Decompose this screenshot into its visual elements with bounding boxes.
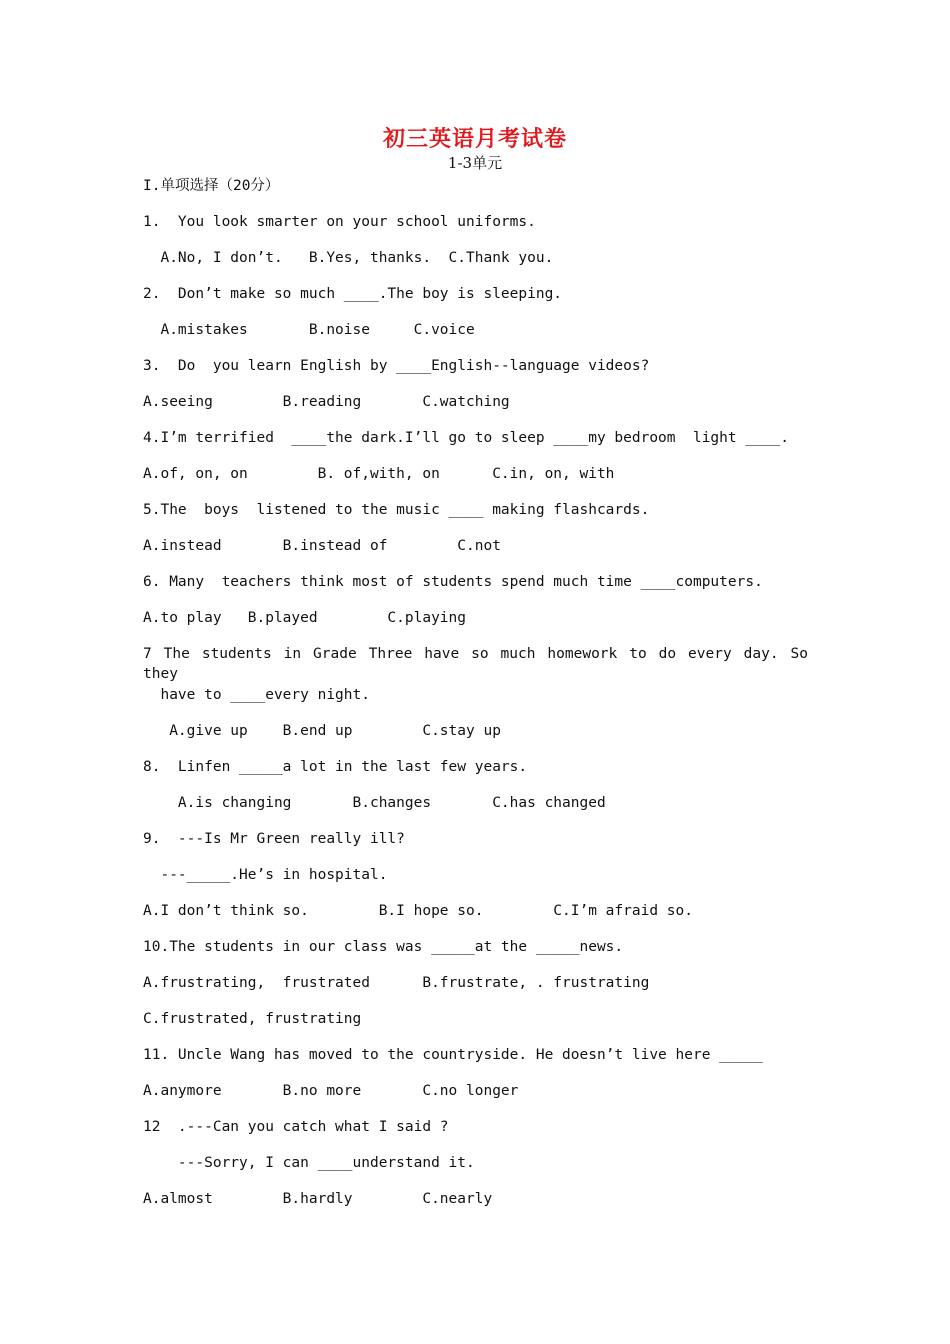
question-2: 2. Don’t make so much ____.The boy is sleeping. (143, 286, 563, 302)
question-5: 5.The boys listened to the music ____ making flashcards. (143, 502, 650, 518)
question-1-options: A.No, I don’t. B.Yes, thanks. C.Thank you. (143, 250, 554, 266)
question-9: 9. ---Is Mr Green really ill? (143, 831, 405, 847)
exam-subtitle: 1-3单元 (447, 154, 503, 172)
exam-title: 初三英语月考试卷 (382, 126, 567, 152)
question-6-options: A.to play B.played C.playing (143, 610, 467, 626)
question-12: 12 .---Can you catch what I said ? (143, 1119, 449, 1135)
question-3: 3. Do you learn English by ____English--language videos? (143, 358, 650, 374)
question-11: 11. Uncle Wang has moved to the countryside. He doesn’t live here _____ (143, 1047, 763, 1063)
question-10-options: A.frustrating, frustrated B.frustrate, . frustrating (143, 975, 650, 991)
question-9-dialogue: ---_____.He’s in hospital. (143, 867, 388, 883)
question-6: 6. Many teachers think most of students spend much time ____computers. (143, 574, 763, 590)
question-4-options: A.of, on, on B. of,with, on C.in, on, with (143, 466, 615, 482)
question-8: 8. Linfen _____a lot in the last few years. (143, 759, 528, 775)
question-7-continued: have to ____every night. (143, 687, 370, 703)
question-12-options: A.almost B.hardly C.nearly (143, 1191, 493, 1207)
question-9-options: A.I don’t think so. B.I hope so. C.I’m afraid so. (143, 903, 693, 919)
question-10: 10.The students in our class was _____at the _____news. (143, 939, 624, 955)
question-7-options: A.give up B.end up C.stay up (143, 723, 501, 739)
question-3-options: A.seeing B.reading C.watching (143, 394, 510, 410)
question-12-dialogue: ---Sorry, I can ____understand it. (143, 1155, 475, 1171)
question-1: 1. You look smarter on your school uniforms. (143, 214, 536, 230)
question-7: 7 The students in Grade Three have so much homework to do every day. So they (143, 646, 808, 682)
question-8-options: A.is changing B.changes C.has changed (143, 795, 606, 811)
question-10-options-continued: C.frustrated, frustrating (143, 1011, 362, 1027)
question-4: 4.I’m terrified ____the dark.I’ll go to sleep ____my bedroom light ____. (143, 430, 790, 446)
section-heading: I.单项选择（20分） (143, 178, 280, 194)
question-5-options: A.instead B.instead of C.not (143, 538, 501, 554)
question-11-options: A.anymore B.no more C.no longer (143, 1083, 519, 1099)
question-2-options: A.mistakes B.noise C.voice (143, 322, 475, 338)
